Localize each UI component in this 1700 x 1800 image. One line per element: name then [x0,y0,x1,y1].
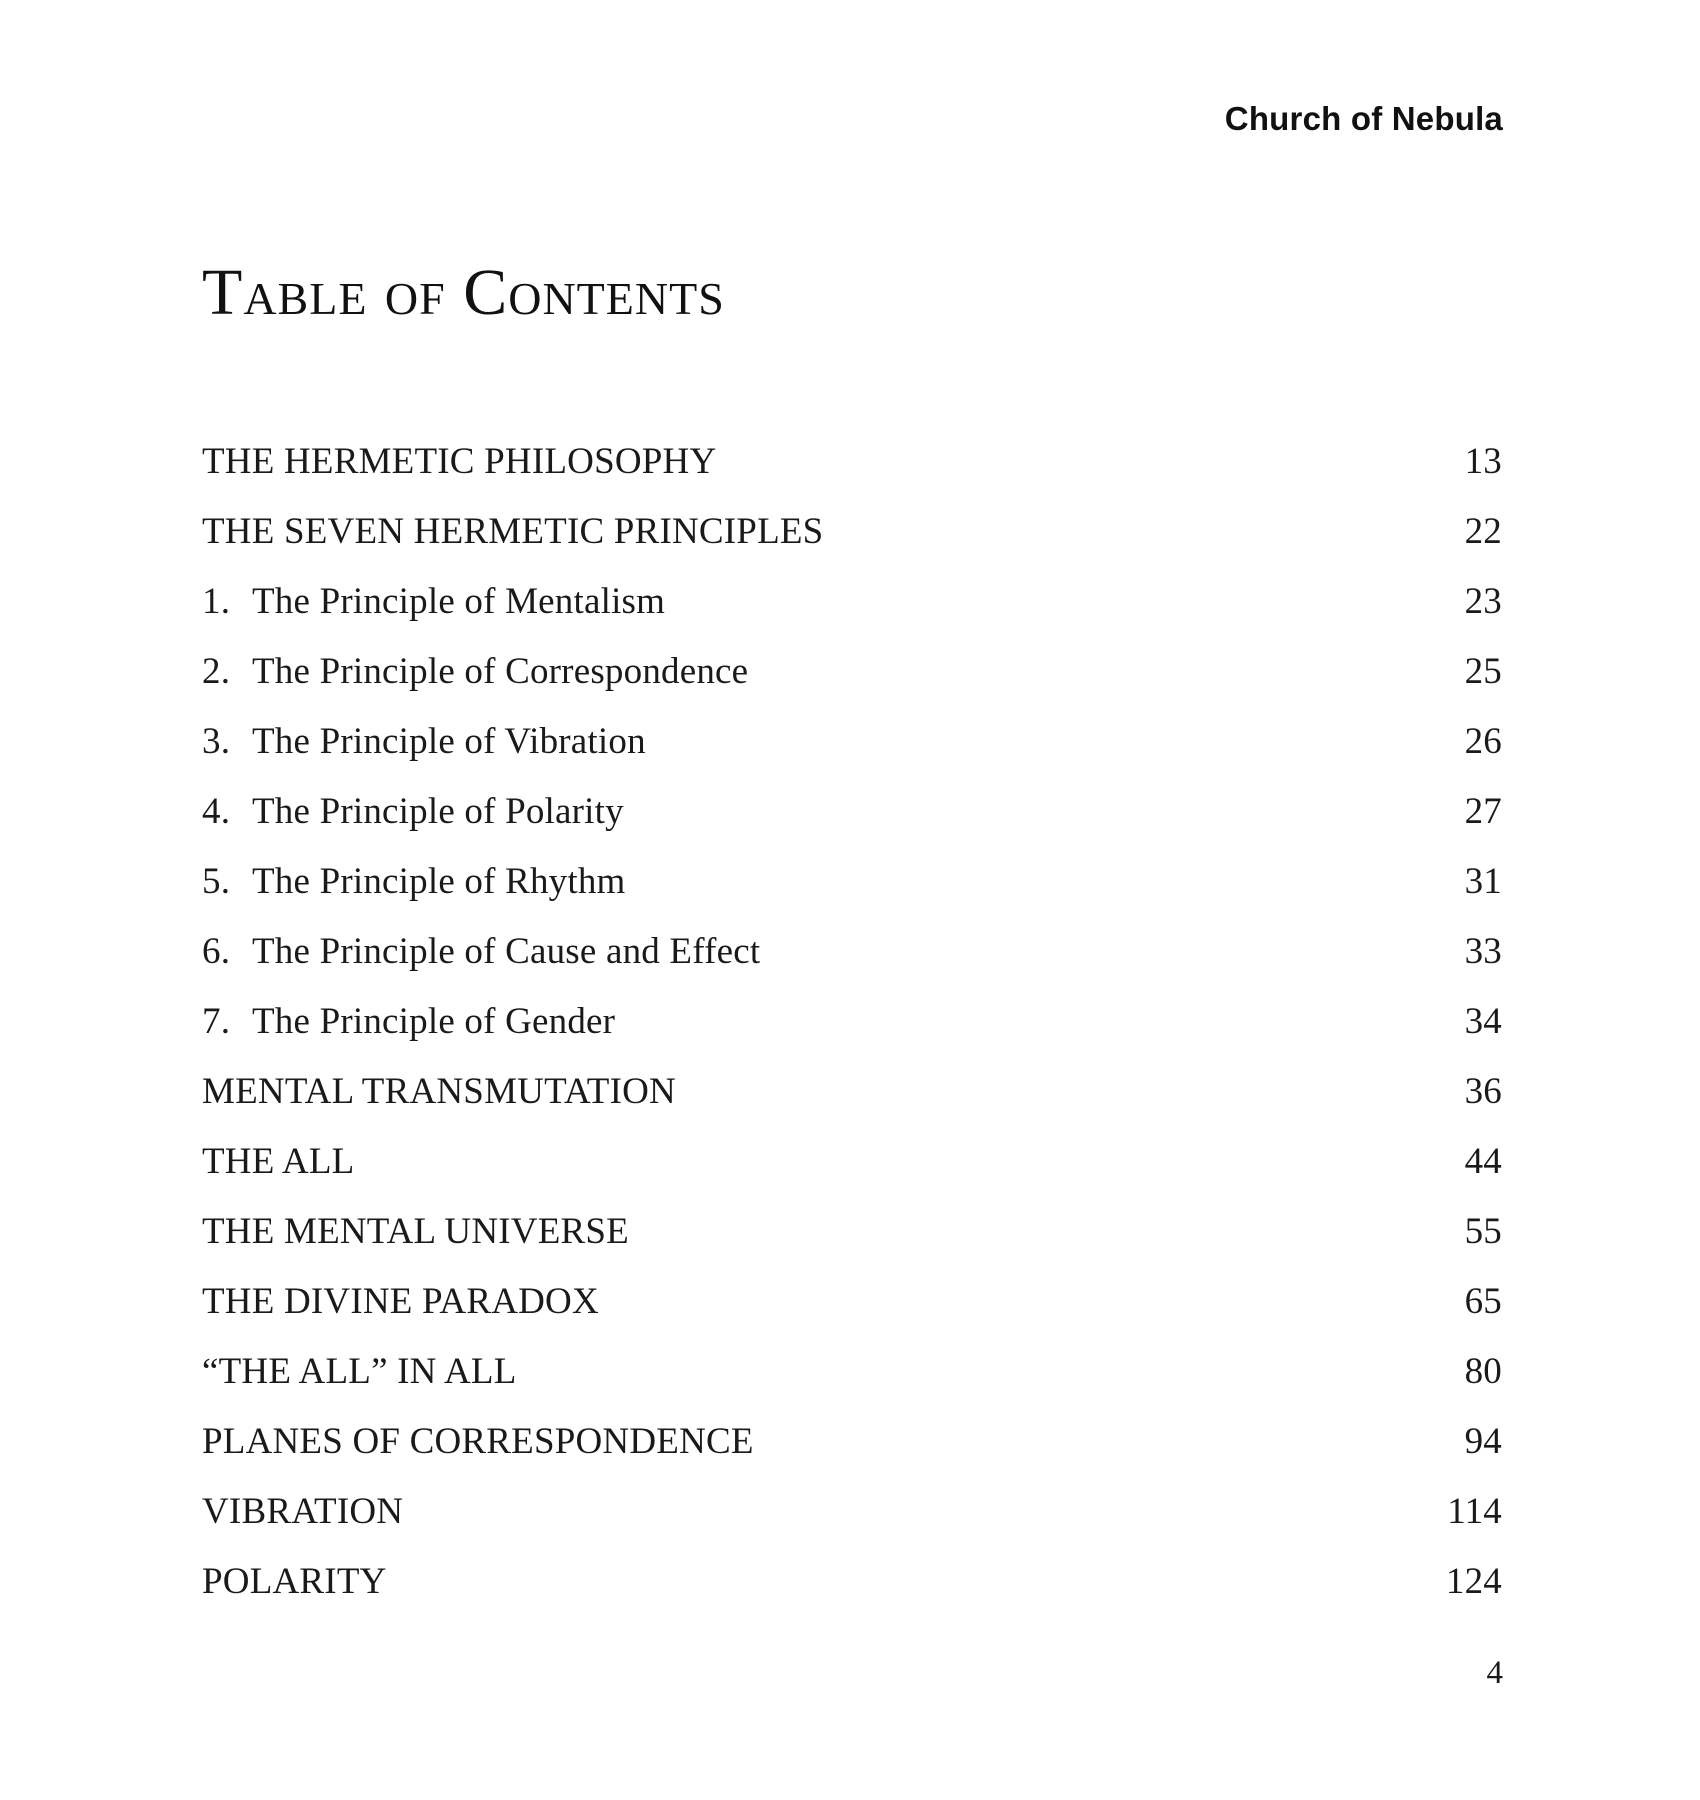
toc-entry-principle-cause-effect[interactable] [202,930,1502,1000]
toc-entry-title: POLARITY [202,1561,387,1602]
toc-entry-title: VIBRATION [202,1491,404,1532]
toc-entry-page: 31 [1464,861,1502,902]
toc-entry-the-all[interactable] [202,1140,1502,1210]
toc-entry-page: 44 [1464,1141,1502,1182]
toc-entry-hermetic-philosophy[interactable] [202,440,1502,510]
toc-entry-page: 27 [1464,791,1502,832]
toc-entry-number: 6. [202,931,231,972]
toc-entry-title: The Principle of Correspondence [252,651,749,692]
toc-entry-page: 114 [1447,1491,1502,1532]
toc-entry-page: 25 [1464,651,1502,692]
page-number: 4 [1486,1655,1503,1691]
toc-entry-principle-rhythm[interactable] [202,860,1502,930]
toc-entry-title: MENTAL TRANSMUTATION [202,1071,676,1112]
toc-entry-title: THE HERMETIC PHILOSOPHY [202,441,717,482]
toc-entry-number: 7. [202,1001,231,1042]
toc-entry-vibration[interactable] [202,1490,1502,1560]
toc-entry-page: 55 [1464,1211,1502,1252]
toc-entry-title: THE ALL [202,1141,355,1182]
toc-entry-number: 1. [202,581,231,622]
toc-entry-planes-of-correspondence[interactable] [202,1420,1502,1490]
toc-entry-title: THE DIVINE PARADOX [202,1281,599,1322]
toc-entry-title: The Principle of Rhythm [252,861,626,902]
toc-entry-principle-gender[interactable] [202,1000,1502,1070]
toc-entry-mental-universe[interactable] [202,1210,1502,1280]
toc-entry-principle-mentalism[interactable] [202,580,1502,650]
toc-entry-page: 80 [1464,1351,1502,1392]
toc-entry-principle-polarity[interactable] [202,790,1502,860]
toc-entry-number: 2. [202,651,231,692]
toc-entry-title: The Principle of Mentalism [252,581,666,622]
toc-entry-page: 23 [1464,581,1502,622]
toc-entry-number: 4. [202,791,231,832]
toc-entry-title: The Principle of Cause and Effect [252,931,761,972]
toc-entry-page: 13 [1464,441,1502,482]
toc-entry-principle-vibration[interactable] [202,720,1502,790]
toc-entry-page: 36 [1464,1071,1502,1112]
toc-entry-page: 33 [1464,931,1502,972]
toc-entry-title: THE MENTAL UNIVERSE [202,1211,629,1252]
toc-entry-number: 5. [202,861,231,902]
toc-entry-principle-correspondence[interactable] [202,650,1502,720]
toc-entry-page: 22 [1464,511,1502,552]
toc-entry-title: “THE ALL” IN ALL [202,1351,517,1392]
toc-entry-mental-transmutation[interactable] [202,1070,1502,1140]
toc-entry-page: 26 [1464,721,1502,762]
toc-entry-seven-hermetic-principles[interactable] [202,510,1502,580]
toc-entry-divine-paradox[interactable] [202,1280,1502,1350]
toc-entry-title: The Principle of Gender [252,1001,616,1042]
toc-entry-title: The Principle of Polarity [252,791,624,832]
toc-entry-title: The Principle of Vibration [252,721,646,762]
toc-entry-page: 94 [1464,1421,1502,1462]
toc-entry-title: PLANES OF CORRESPONDENCE [202,1421,754,1462]
toc-entry-the-all-in-all[interactable] [202,1350,1502,1420]
toc-entry-page: 65 [1464,1281,1502,1322]
page-header-publisher: Church of Nebula [1224,100,1503,137]
table-of-contents [202,440,1502,1630]
toc-entry-page: 124 [1445,1561,1502,1602]
toc-entry-polarity[interactable] [202,1560,1502,1630]
toc-entry-number: 3. [202,721,231,762]
page-title: Table of Contents [202,256,725,329]
toc-entry-page: 34 [1464,1001,1502,1042]
toc-entry-title: THE SEVEN HERMETIC PRINCIPLES [202,511,824,552]
